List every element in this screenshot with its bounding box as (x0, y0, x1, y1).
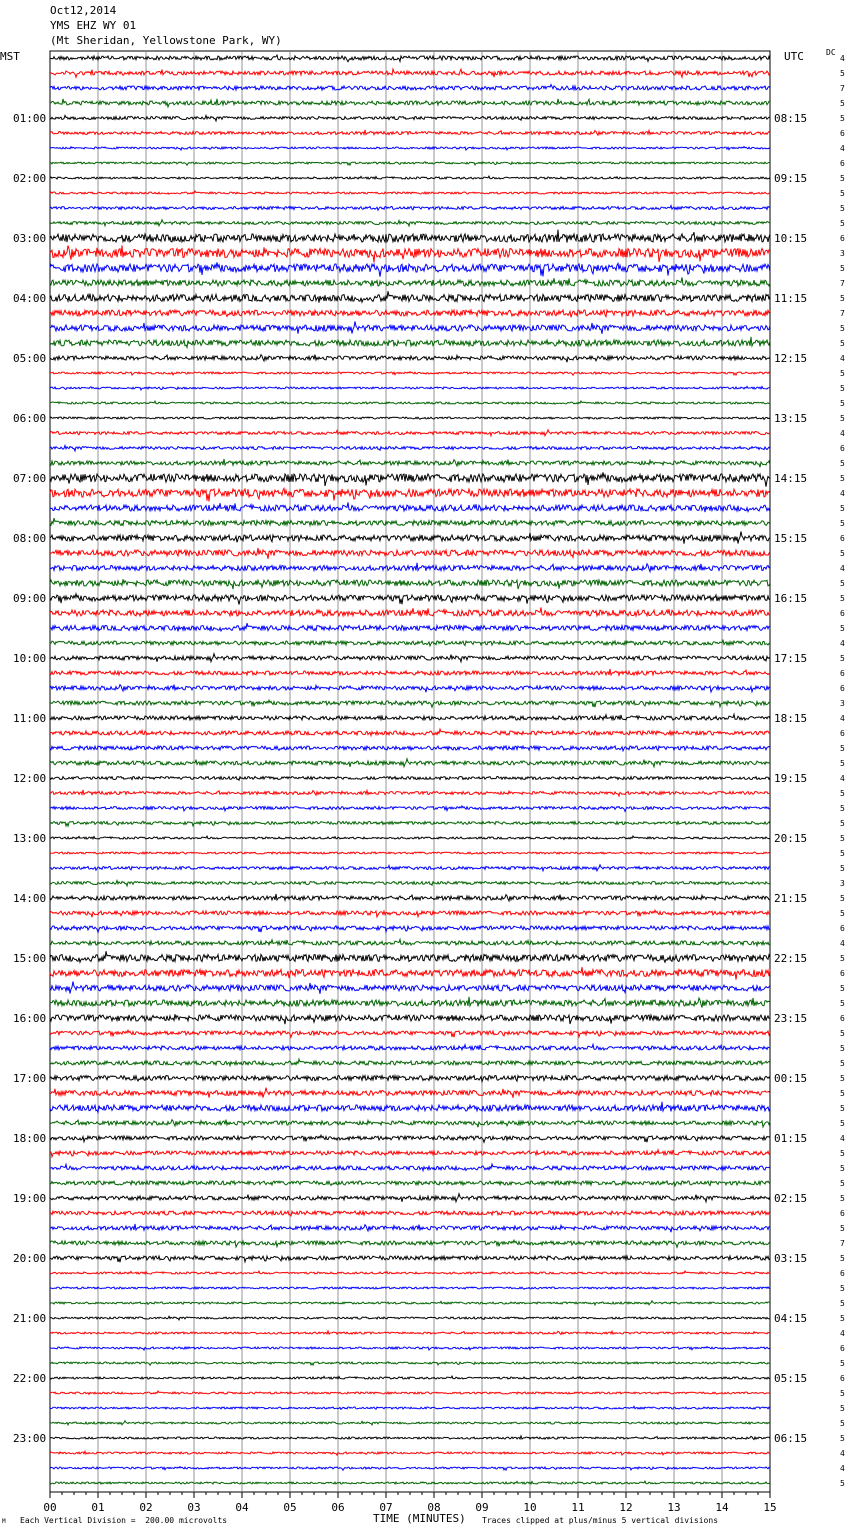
right-hour-label: 22:15 (774, 952, 808, 965)
right-hour-label: 03:15 (774, 1252, 808, 1265)
left-hour-label: 01:00 (13, 112, 47, 125)
dc-offset-label: 6 (840, 609, 845, 618)
right-hour-label: 11:15 (774, 292, 808, 305)
header-date: Oct12,2014 (50, 4, 117, 17)
left-hour-label: 11:00 (13, 712, 47, 725)
dc-offset-label: 5 (840, 954, 845, 963)
right-hour-label: 21:15 (774, 892, 808, 905)
trace-line (50, 1362, 770, 1365)
trace-line (50, 1088, 770, 1098)
left-hour-label: 15:00 (13, 952, 47, 965)
left-hour-label: 06:00 (13, 412, 47, 425)
trace-line (50, 69, 770, 77)
trace-line (50, 1347, 770, 1351)
trace-line (50, 685, 770, 693)
trace-line (50, 322, 770, 334)
dc-offset-label: 5 (840, 114, 845, 123)
trace-line (50, 162, 770, 165)
trace-line (50, 518, 770, 526)
x-tick-label: 08 (427, 1501, 441, 1514)
left-hour-label: 17:00 (13, 1072, 47, 1085)
trace-line (50, 291, 770, 303)
dc-offset-label: 4 (840, 564, 845, 573)
trace-line (50, 714, 770, 720)
dc-offset-label: 5 (840, 654, 845, 663)
right-hour-label: 23:15 (774, 1012, 808, 1025)
dc-offset-label: 5 (840, 624, 845, 633)
trace-line (50, 446, 770, 451)
dc-offset-label: 4 (840, 1329, 845, 1338)
right-hour-label: 16:15 (774, 592, 808, 605)
trace-line (50, 310, 770, 317)
trace-line (50, 881, 770, 886)
trace-line (50, 55, 770, 62)
dc-offset-label: 5 (840, 819, 845, 828)
left-hour-label: 21:00 (13, 1312, 47, 1325)
trace-line (50, 1211, 770, 1216)
trace-line (50, 401, 770, 404)
trace-line (50, 417, 770, 419)
left-hour-label: 03:00 (13, 232, 47, 245)
trace-line (50, 548, 770, 559)
dc-offset-label: 5 (840, 1104, 845, 1113)
dc-offset-label: 5 (840, 579, 845, 588)
dc-offset-label: 4 (840, 1134, 845, 1143)
left-hour-label: 13:00 (13, 832, 47, 845)
right-hour-label: 13:15 (774, 412, 808, 425)
dc-offset-label: 6 (840, 1014, 845, 1023)
dc-offset-label: 5 (840, 399, 845, 408)
trace-line (50, 355, 770, 363)
trace-line (50, 951, 770, 962)
right-hour-label: 00:15 (774, 1072, 808, 1085)
trace-line (50, 1135, 770, 1142)
dc-offset-label: 5 (840, 999, 845, 1008)
dc-offset-label: 4 (840, 939, 845, 948)
dc-offset-label: 7 (840, 84, 845, 93)
trace-line (50, 372, 770, 376)
scale-note: Each Vertical Division = 200.00 microvolts (20, 1516, 228, 1525)
trace-line (50, 1224, 770, 1232)
trace-line (50, 836, 770, 839)
trace-line (50, 1301, 770, 1305)
corner-mark: M (2, 1518, 6, 1525)
trace-line (50, 654, 770, 662)
trace-line (50, 115, 770, 121)
dc-offset-label: 6 (840, 684, 845, 693)
trace-line (50, 894, 770, 901)
right-zone-label: UTC (784, 50, 804, 63)
x-tick-label: 10 (523, 1501, 537, 1514)
dc-offset-label: 6 (840, 129, 845, 138)
left-hour-label: 05:00 (13, 352, 47, 365)
trace-line (50, 607, 770, 616)
right-hour-label: 05:15 (774, 1372, 808, 1385)
trace-line (50, 1481, 770, 1484)
trace-line (50, 147, 770, 151)
dc-offset-label: 5 (840, 189, 845, 198)
dc-offset-label: 4 (840, 714, 845, 723)
x-tick-label: 11 (571, 1501, 585, 1514)
left-zone-label: MST (0, 50, 20, 63)
right-hour-label: 09:15 (774, 172, 808, 185)
left-hour-label: 19:00 (13, 1192, 47, 1205)
left-hour-label: 02:00 (13, 172, 47, 185)
right-hour-label: 15:15 (774, 532, 808, 545)
trace-line (50, 262, 770, 276)
dc-offset-label: 5 (840, 1089, 845, 1098)
dc-offset-label: 5 (840, 174, 845, 183)
trace-line (50, 623, 770, 631)
dc-offset-label: 5 (840, 519, 845, 528)
left-hour-label: 09:00 (13, 592, 47, 605)
trace-line (50, 1406, 770, 1409)
left-hour-label: 08:00 (13, 532, 47, 545)
dc-offset-label: 4 (840, 774, 845, 783)
dc-offset-label: 4 (840, 429, 845, 438)
dc-offset-label: 5 (840, 1044, 845, 1053)
header-location: (Mt Sheridan, Yellowstone Park, WY) (50, 34, 282, 47)
dc-offset-label: 4 (840, 489, 845, 498)
x-tick-label: 01 (91, 1501, 105, 1514)
right-hour-label: 20:15 (774, 832, 808, 845)
dc-offset-label: 6 (840, 729, 845, 738)
x-tick-label: 15 (763, 1501, 777, 1514)
dc-offset-label: 5 (840, 204, 845, 213)
dc-offset-label: 3 (840, 879, 845, 888)
dc-offset-label: 5 (840, 1059, 845, 1068)
dc-offset-label: 5 (840, 1254, 845, 1263)
dc-offset-label: 5 (840, 909, 845, 918)
dc-offset-label: 5 (840, 834, 845, 843)
left-hour-label: 14:00 (13, 892, 47, 905)
trace-line (50, 579, 770, 589)
dc-offset-label: 5 (840, 414, 845, 423)
right-hour-label: 06:15 (774, 1432, 808, 1445)
right-hour-label: 10:15 (774, 232, 808, 245)
dc-offset-label: 6 (840, 1344, 845, 1353)
trace-line (50, 1240, 770, 1247)
trace-line (50, 430, 770, 436)
dc-offset-label: 6 (840, 1269, 845, 1278)
dc-offset-label: 5 (840, 1389, 845, 1398)
trace-line (50, 982, 770, 994)
dc-offset-label: 5 (840, 1299, 845, 1308)
dc-offset-label: 3 (840, 249, 845, 258)
right-hour-label: 14:15 (774, 472, 808, 485)
dc-offset-label: 4 (840, 144, 845, 153)
trace-line (50, 790, 770, 796)
dc-offset-label: 5 (840, 99, 845, 108)
dc-offset-label: 5 (840, 384, 845, 393)
trace-line (50, 1014, 770, 1024)
trace-line (50, 1467, 770, 1471)
left-hour-label: 20:00 (13, 1252, 47, 1265)
dc-offset-label: 6 (840, 924, 845, 933)
dc-offset-label: 5 (840, 1149, 845, 1158)
dc-offset-label: 5 (840, 1164, 845, 1173)
trace-line (50, 967, 770, 980)
dc-offset-label: 6 (840, 444, 845, 453)
dc-offset-label: 6 (840, 1374, 845, 1383)
left-hour-label: 12:00 (13, 772, 47, 785)
trace-line (50, 532, 770, 544)
trace-line (50, 1376, 770, 1379)
dc-offset-label: 6 (840, 1209, 845, 1218)
trace-line (50, 1194, 770, 1202)
trace-line (50, 191, 770, 194)
trace-line (50, 472, 770, 486)
trace-line (50, 245, 770, 262)
dc-offset-label: 5 (840, 1359, 845, 1368)
trace-line (50, 99, 770, 107)
trace-line (50, 1391, 770, 1394)
dc-offset-label: 6 (840, 669, 845, 678)
right-hour-label: 04:15 (774, 1312, 808, 1325)
right-hour-label: 19:15 (774, 772, 808, 785)
x-tick-label: 07 (379, 1501, 393, 1514)
x-tick-label: 12 (619, 1501, 633, 1514)
left-hour-label: 07:00 (13, 472, 47, 485)
dc-label: DC (826, 48, 836, 57)
dc-offset-label: 4 (840, 54, 845, 63)
dc-offset-label: 5 (840, 804, 845, 813)
right-hour-label: 18:15 (774, 712, 808, 725)
dc-offset-label: 5 (840, 549, 845, 558)
left-hour-label: 22:00 (13, 1372, 47, 1385)
trace-line (50, 669, 770, 675)
dc-offset-label: 4 (840, 639, 845, 648)
trace-line (50, 1421, 770, 1425)
dc-offset-label: 5 (840, 1194, 845, 1203)
trace-line (50, 206, 770, 211)
trace-line (50, 459, 770, 467)
dc-offset-label: 5 (840, 1179, 845, 1188)
dc-offset-label: 5 (840, 759, 845, 768)
dc-offset-label: 6 (840, 534, 845, 543)
trace-line (50, 1164, 770, 1171)
trace-line (50, 1059, 770, 1066)
dc-offset-label: 5 (840, 1434, 845, 1443)
dc-offset-label: 5 (840, 459, 845, 468)
right-hour-label: 12:15 (774, 352, 808, 365)
dc-offset-label: 7 (840, 279, 845, 288)
trace-line (50, 640, 770, 646)
dc-offset-label: 5 (840, 984, 845, 993)
dc-offset-label: 6 (840, 234, 845, 243)
trace-line (50, 910, 770, 917)
trace-line (50, 997, 770, 1008)
dc-offset-label: 5 (840, 849, 845, 858)
dc-offset-label: 4 (840, 354, 845, 363)
header-station: YMS EHZ WY 01 (50, 19, 137, 32)
x-tick-label: 02 (139, 1501, 153, 1514)
trace-line (50, 729, 770, 736)
dc-offset-label: 5 (840, 1074, 845, 1083)
right-hour-label: 08:15 (774, 112, 808, 125)
trace-line (50, 337, 770, 348)
trace-line (50, 130, 770, 135)
x-tick-label: 09 (475, 1501, 489, 1514)
trace-line (50, 563, 770, 572)
right-hour-label: 02:15 (774, 1192, 808, 1205)
dc-offset-label: 5 (840, 294, 845, 303)
trace-line (50, 1181, 770, 1186)
dc-offset-label: 5 (840, 1119, 845, 1128)
trace-line (50, 1436, 770, 1440)
trace-line (50, 1150, 770, 1157)
trace-line (50, 1316, 770, 1320)
trace-line (50, 230, 770, 243)
left-hour-label: 04:00 (13, 292, 47, 305)
dc-offset-label: 5 (840, 1314, 845, 1323)
dc-offset-label: 5 (840, 1404, 845, 1413)
trace-line (50, 821, 770, 826)
dc-offset-label: 4 (840, 1464, 845, 1473)
x-tick-label: 06 (331, 1501, 345, 1514)
trace-line (50, 488, 770, 501)
trace-line (50, 502, 770, 512)
dc-offset-label: 5 (840, 69, 845, 78)
trace-line (50, 1271, 770, 1274)
dc-offset-label: 5 (840, 369, 845, 378)
trace-line (50, 1451, 770, 1455)
dc-offset-label: 5 (840, 219, 845, 228)
dc-offset-label: 6 (840, 969, 845, 978)
x-axis-title: TIME (MINUTES) (373, 1512, 466, 1525)
trace-line (50, 1120, 770, 1128)
trace-line (50, 777, 770, 781)
trace-line (50, 746, 770, 751)
clip-note: Traces clipped at plus/minus 5 vertical divisions (482, 1516, 719, 1525)
trace-line (50, 1331, 770, 1335)
x-tick-label: 14 (715, 1501, 729, 1514)
dc-offset-label: 5 (840, 474, 845, 483)
trace-line (50, 759, 770, 767)
left-hour-label: 10:00 (13, 652, 47, 665)
dc-offset-label: 4 (840, 1449, 845, 1458)
dc-offset-label: 5 (840, 264, 845, 273)
dc-offset-label: 5 (840, 1224, 845, 1233)
trace-line (50, 939, 770, 945)
trace-line (50, 806, 770, 811)
trace-line (50, 1287, 770, 1289)
dc-offset-label: 5 (840, 744, 845, 753)
dc-offset-label: 5 (840, 324, 845, 333)
trace-line (50, 852, 770, 854)
x-tick-label: 00 (43, 1501, 57, 1514)
dc-offset-label: 5 (840, 864, 845, 873)
dc-offset-label: 5 (840, 894, 845, 903)
right-hour-label: 17:15 (774, 652, 808, 665)
x-tick-label: 13 (667, 1501, 681, 1514)
dc-offset-label: 7 (840, 1239, 845, 1248)
left-hour-label: 16:00 (13, 1012, 47, 1025)
dc-offset-label: 3 (840, 699, 845, 708)
trace-line (50, 220, 770, 226)
trace-line (50, 1030, 770, 1037)
dc-offset-label: 5 (840, 789, 845, 798)
trace-line (50, 1044, 770, 1050)
dc-offset-label: 5 (840, 339, 845, 348)
dc-offset-label: 5 (840, 1029, 845, 1038)
trace-line (50, 176, 770, 179)
left-hour-label: 23:00 (13, 1432, 47, 1445)
dc-offset-label: 5 (840, 1284, 845, 1293)
x-tick-label: 03 (187, 1501, 201, 1514)
dc-offset-label: 5 (840, 1479, 845, 1488)
x-tick-label: 05 (283, 1501, 297, 1514)
left-hour-label: 18:00 (13, 1132, 47, 1145)
dc-offset-label: 7 (840, 309, 845, 318)
trace-line (50, 1102, 770, 1113)
trace-line (50, 1076, 770, 1082)
trace-line (50, 594, 770, 605)
dc-offset-label: 5 (840, 594, 845, 603)
dc-offset-label: 6 (840, 159, 845, 168)
trace-line (50, 926, 770, 933)
dc-offset-label: 5 (840, 504, 845, 513)
x-tick-label: 04 (235, 1501, 249, 1514)
trace-line (50, 277, 770, 286)
trace-line (50, 865, 770, 871)
trace-line (50, 700, 770, 707)
dc-offset-label: 5 (840, 1419, 845, 1428)
right-hour-label: 01:15 (774, 1132, 808, 1145)
trace-line (50, 85, 770, 91)
trace-line (50, 1256, 770, 1263)
trace-line (50, 386, 770, 390)
